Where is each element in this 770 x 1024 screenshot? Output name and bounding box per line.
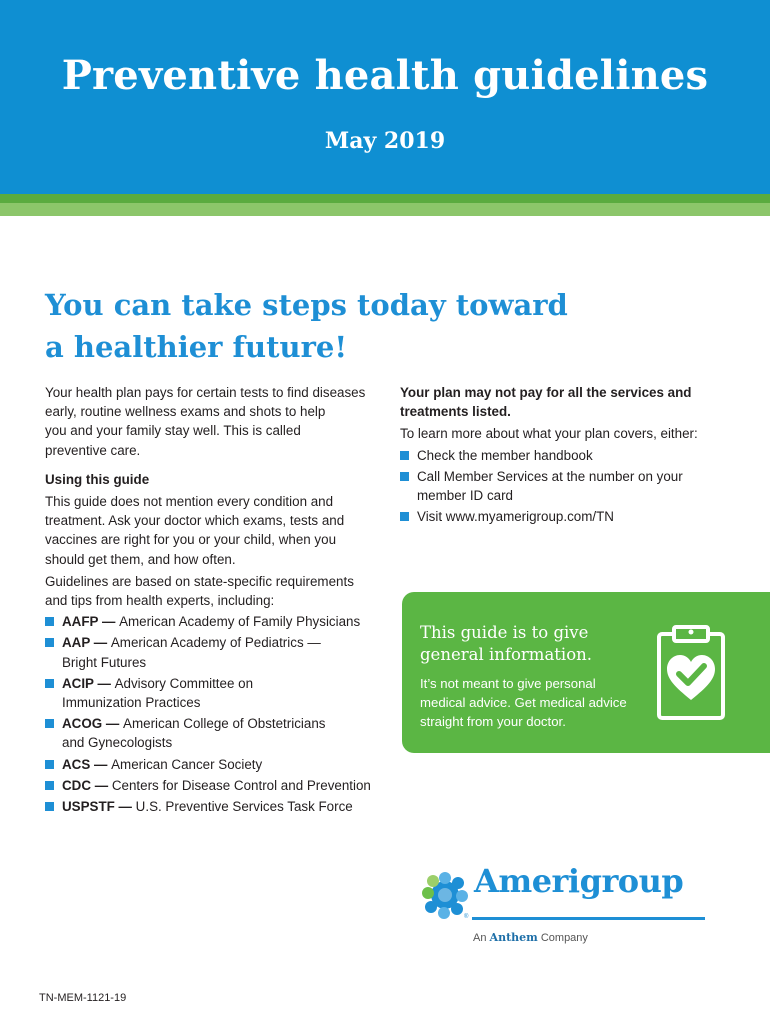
guidelines-line: and tips from health experts, including: — [45, 593, 275, 609]
header-stripe-light — [0, 203, 770, 216]
headline — [45, 284, 645, 368]
guidelines-paragraph — [45, 572, 375, 610]
option-text: Check the member handbook — [417, 447, 593, 463]
org-name: American Cancer Society — [111, 756, 263, 772]
org-abbr: ACIP — [62, 675, 94, 691]
option-text: Call Member Services at the number on your — [417, 468, 683, 484]
org-name: American College of Obstetricians — [123, 716, 326, 732]
list-item — [45, 776, 375, 795]
list-item — [45, 674, 375, 712]
org-dash: — — [93, 675, 115, 691]
list-item — [45, 797, 375, 816]
org-name: Centers for Disease Control and Prevention — [111, 777, 371, 793]
org-name: Advisory Committee on — [114, 675, 254, 691]
org-name: Bright Futures — [62, 654, 147, 670]
list-item — [45, 714, 375, 752]
callout-body — [420, 674, 640, 731]
header-stripe-dark — [0, 194, 770, 203]
org-dash: — — [98, 614, 120, 630]
org-dash: — — [90, 635, 111, 651]
info-callout — [402, 592, 770, 753]
coverage-notice-line: treatments listed. — [400, 404, 511, 420]
intro-paragraph — [45, 383, 375, 460]
list-item — [400, 507, 730, 526]
intro-line: Your health plan pays for certain tests to find diseases — [45, 385, 366, 400]
guide-line: vaccines are right for you or your child, when you — [45, 532, 337, 548]
intro-line: you and your family stay well. This is called — [45, 423, 301, 439]
guide-line: should get them, and how often. — [45, 551, 236, 567]
org-abbr: ACOG — [62, 716, 103, 732]
page-title: Preventive health guidelines — [61, 52, 709, 99]
coverage-options-list — [400, 446, 730, 527]
org-abbr: AAFP — [62, 614, 99, 630]
org-abbr: AAP — [62, 635, 91, 651]
intro-line: preventive care. — [45, 442, 141, 458]
guidelines-line: Guidelines are based on state-specific requirements — [45, 573, 354, 589]
org-dash: — — [90, 756, 112, 772]
list-item — [400, 446, 730, 465]
coverage-notice-line: Your plan may not pay for all the services and — [400, 385, 692, 400]
org-name: U.S. Preventive Services Task Force — [135, 799, 353, 815]
callout-body-line: medical advice. Get medical advice — [420, 695, 627, 710]
right-column — [400, 383, 730, 528]
option-text: member ID card — [417, 488, 513, 504]
org-abbr: ACS — [62, 756, 91, 772]
org-name: American Academy of Pediatrics — — [110, 635, 321, 651]
publication-date: May 2019 — [324, 128, 446, 154]
org-dash: — — [114, 799, 136, 815]
org-dash: — — [91, 777, 112, 793]
headline-line-1: You can take steps today toward — [45, 288, 568, 322]
organizations-list — [45, 612, 375, 816]
tagline-prefix: An — [473, 932, 487, 944]
list-item — [400, 467, 730, 505]
callout-title-line: This guide is to give — [420, 623, 589, 642]
website-link[interactable]: Visit www.myamerigroup.com/TN — [417, 509, 614, 525]
coverage-notice — [400, 383, 730, 421]
headline-line-2: a healthier future! — [45, 330, 348, 364]
registered-mark: ® — [464, 914, 469, 920]
logo-underline — [472, 917, 705, 920]
header-banner — [0, 0, 770, 194]
guide-paragraph — [45, 492, 375, 569]
callout-title — [420, 622, 630, 666]
tagline-suffix: Company — [540, 932, 588, 944]
org-abbr: CDC — [62, 777, 92, 793]
anthem-tagline — [473, 931, 588, 944]
org-name: Immunization Practices — [62, 695, 201, 711]
list-item — [45, 633, 375, 671]
org-dash: — — [102, 716, 124, 732]
amerigroup-wordmark: Amerigroup — [474, 862, 684, 900]
amerigroup-logo — [420, 862, 720, 952]
callout-body-line: straight from your doctor. — [420, 714, 566, 729]
learn-more-text: To learn more about what your plan covers, either: — [400, 426, 698, 442]
left-column — [45, 383, 375, 818]
tagline-brand: Anthem — [489, 931, 538, 944]
callout-body-line: It’s not meant to give personal — [420, 676, 596, 691]
list-item — [45, 612, 375, 631]
org-name: and Gynecologists — [62, 735, 173, 751]
guide-line: treatment. Ask your doctor which exams, tests and — [45, 513, 345, 529]
document-code: TN-MEM-1121-19 — [39, 992, 127, 1004]
guide-heading: Using this guide — [45, 471, 150, 487]
clipboard-heart-check-icon — [655, 624, 727, 722]
callout-title-line: general information. — [420, 645, 592, 664]
org-abbr: USPSTF — [62, 799, 115, 815]
list-item — [45, 755, 375, 774]
amerigroup-flower-icon — [420, 870, 470, 920]
intro-line: early, routine wellness exams and shots to help — [45, 404, 326, 420]
guide-line: This guide does not mention every condition and — [45, 494, 334, 510]
org-name: American Academy of Family Physicians — [119, 614, 361, 630]
